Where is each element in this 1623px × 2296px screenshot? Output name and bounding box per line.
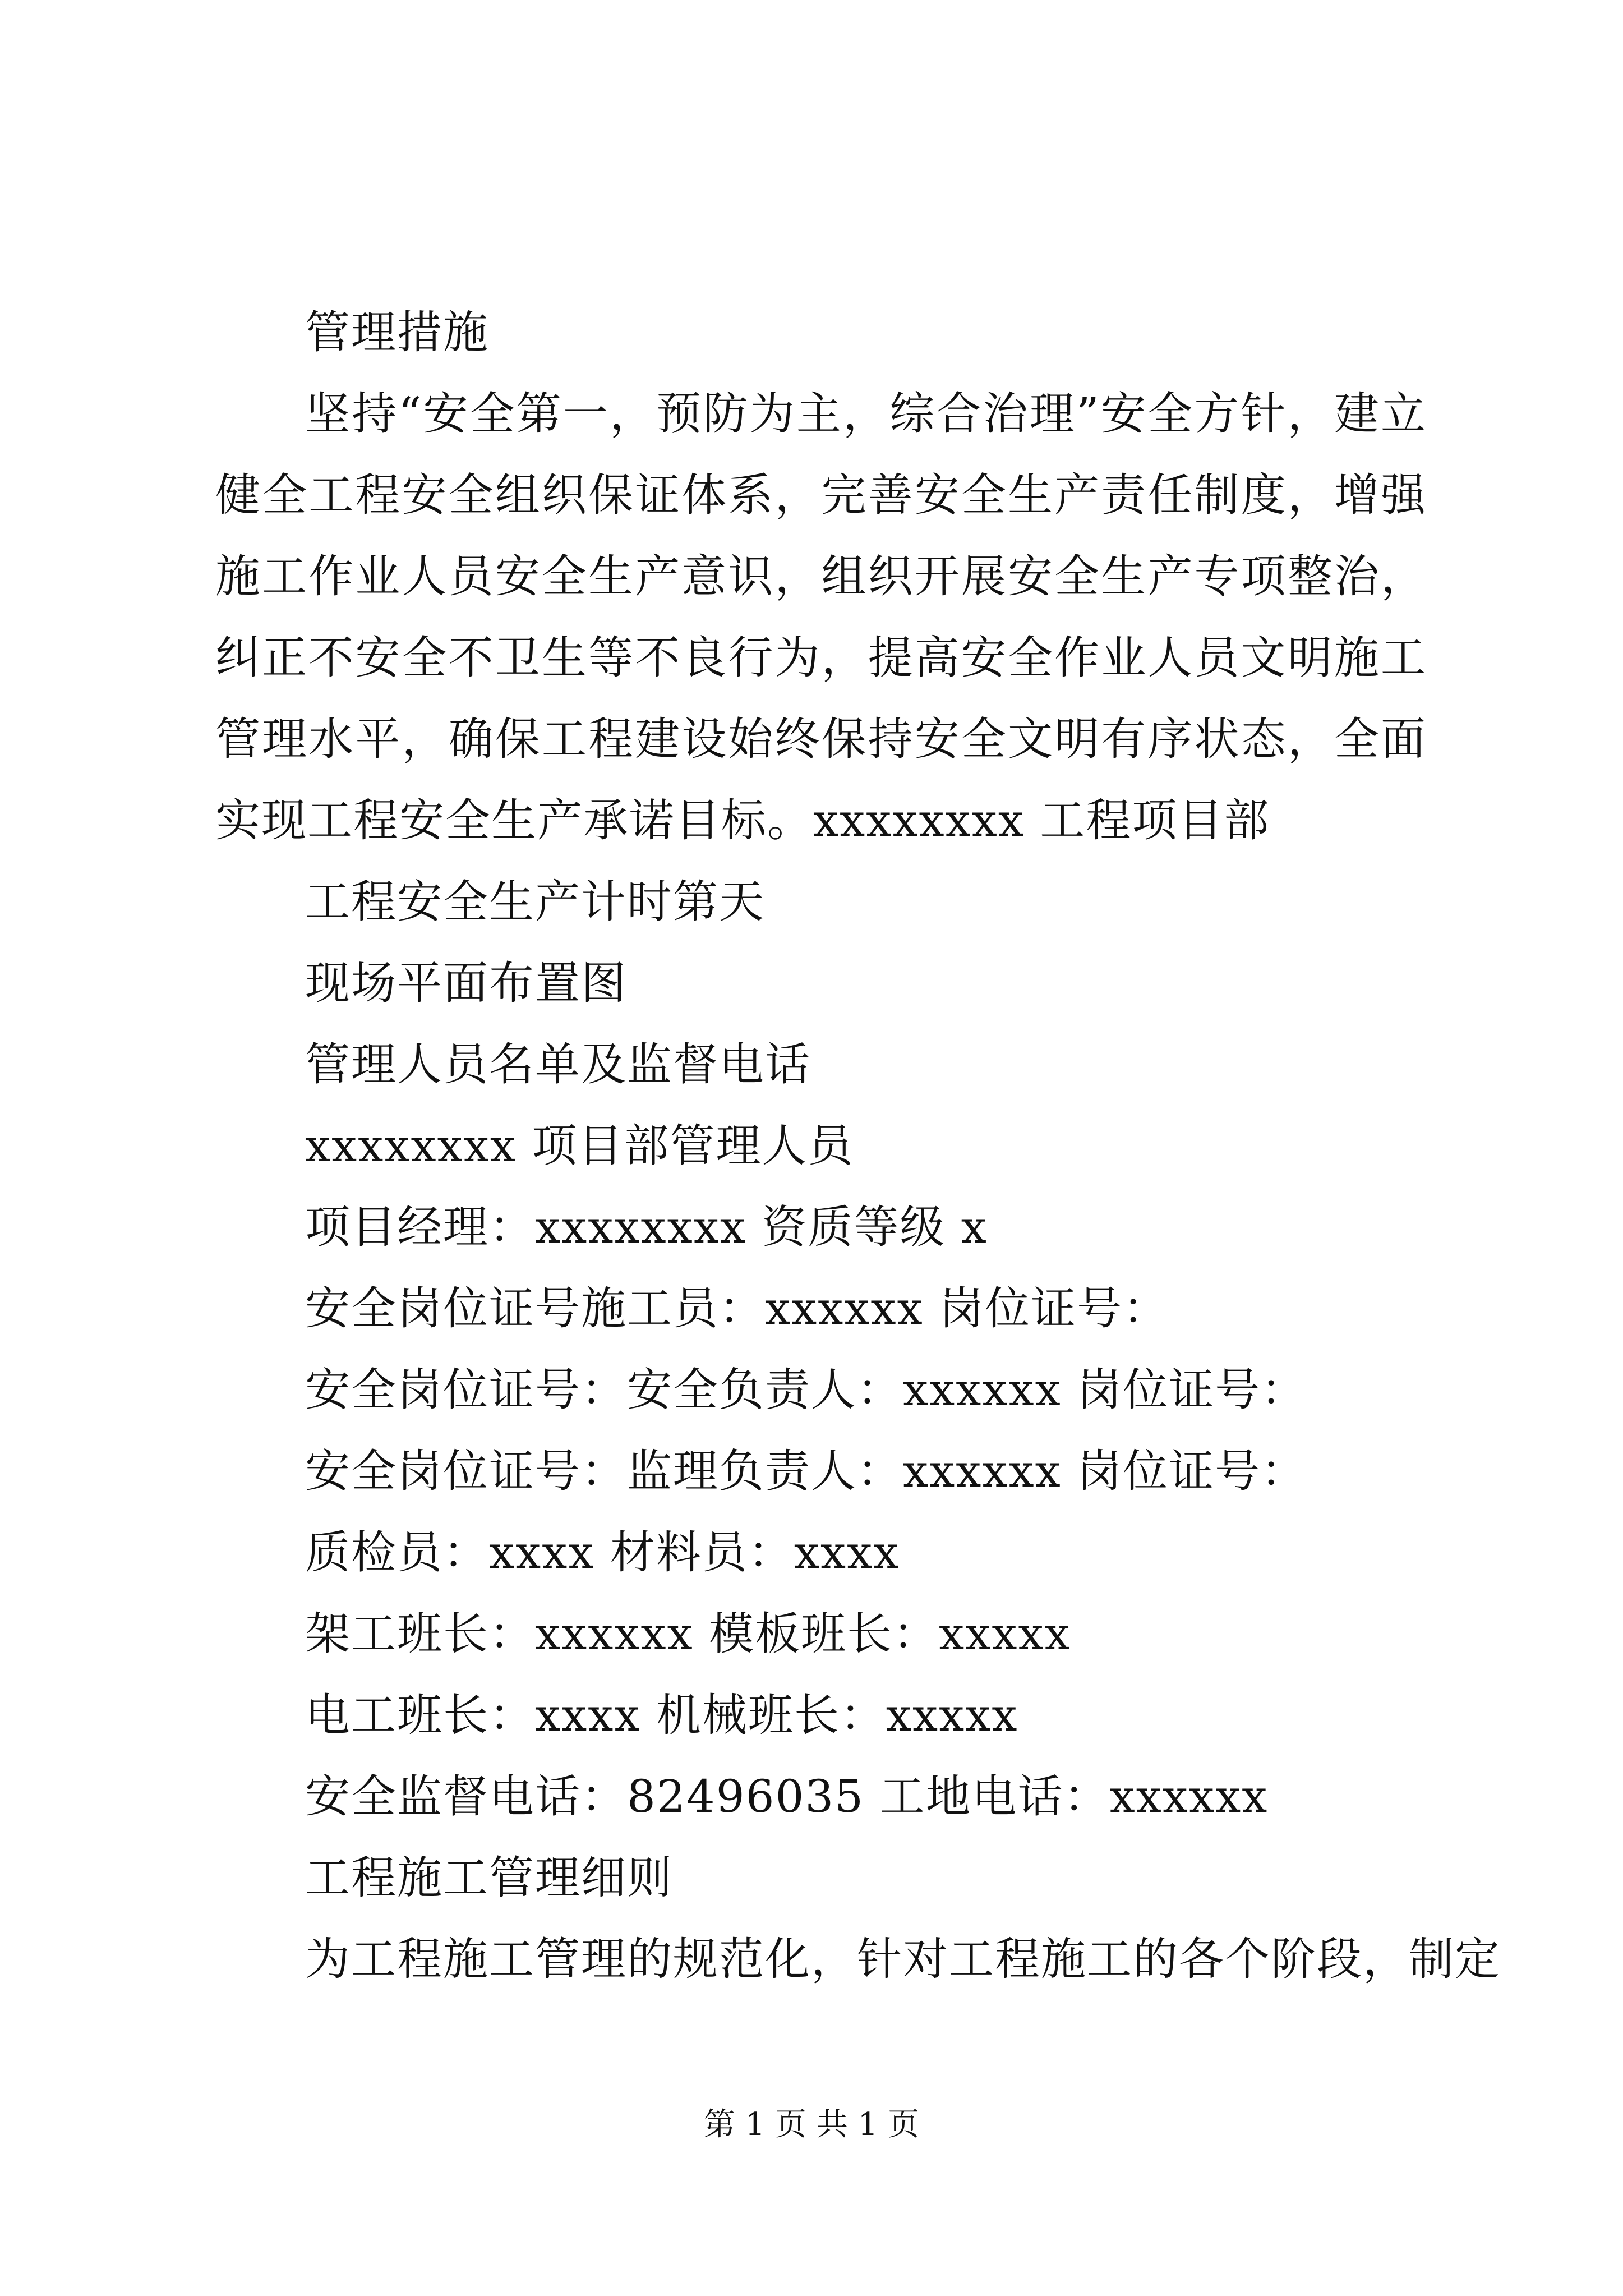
section-heading: 工程施工管理细则 [305,1852,673,1904]
text-line: 架工班长：xxxxxx 模板班长：xxxxx [305,1608,1071,1660]
text-line: 电工班长：xxxx 机械班长：xxxxx [305,1689,1018,1741]
section-title: 管理措施 [305,306,489,358]
text-line: 安全岗位证号：安全负责人：xxxxxx 岗位证号： [305,1364,1307,1416]
text-line: 工程安全生产计时第天 [305,876,765,928]
document-body [215,292,1501,2000]
text-line: 安全岗位证号：监理负责人：xxxxxx 岗位证号： [305,1445,1307,1497]
text-line: xxxxxxxx 项目部管理人员 [305,1120,854,1172]
text-line: 项目经理：xxxxxxxx 资质等级 x [305,1201,988,1253]
page-footer: 第 1 页 共 1 页 [703,2106,920,2143]
body-paragraph: 坚持“安全第一，预防为主，综合治理”安全方针，建立健全工程安全组织保证体系，完善安全生产责任制度，增强施工作业人员安全生产意识，组织开展安全生产专项整治，纠正不安全不卫生等不良行为，提高安全作业人员文明施工管理水平，确保工程建设始终保持安全文明有序状态，全面实现工程安全生产承诺目标。xxxxxxxx 工程项目部 [215,388,1427,846]
text-line: 安全监督电话：82496035 工地电话：xxxxxx [305,1770,1269,1823]
text-line: 为工程施工管理的规范化，针对工程施工的各个阶段，制定 [305,1933,1501,1985]
text-line: 质检员：xxxx 材料员：xxxx [305,1526,900,1579]
text-line: 安全岗位证号施工员：xxxxxx 岗位证号： [305,1282,1169,1335]
text-line: 现场平面布置图 [305,957,627,1009]
text-line: 管理人员名单及监督电话 [305,1038,811,1091]
